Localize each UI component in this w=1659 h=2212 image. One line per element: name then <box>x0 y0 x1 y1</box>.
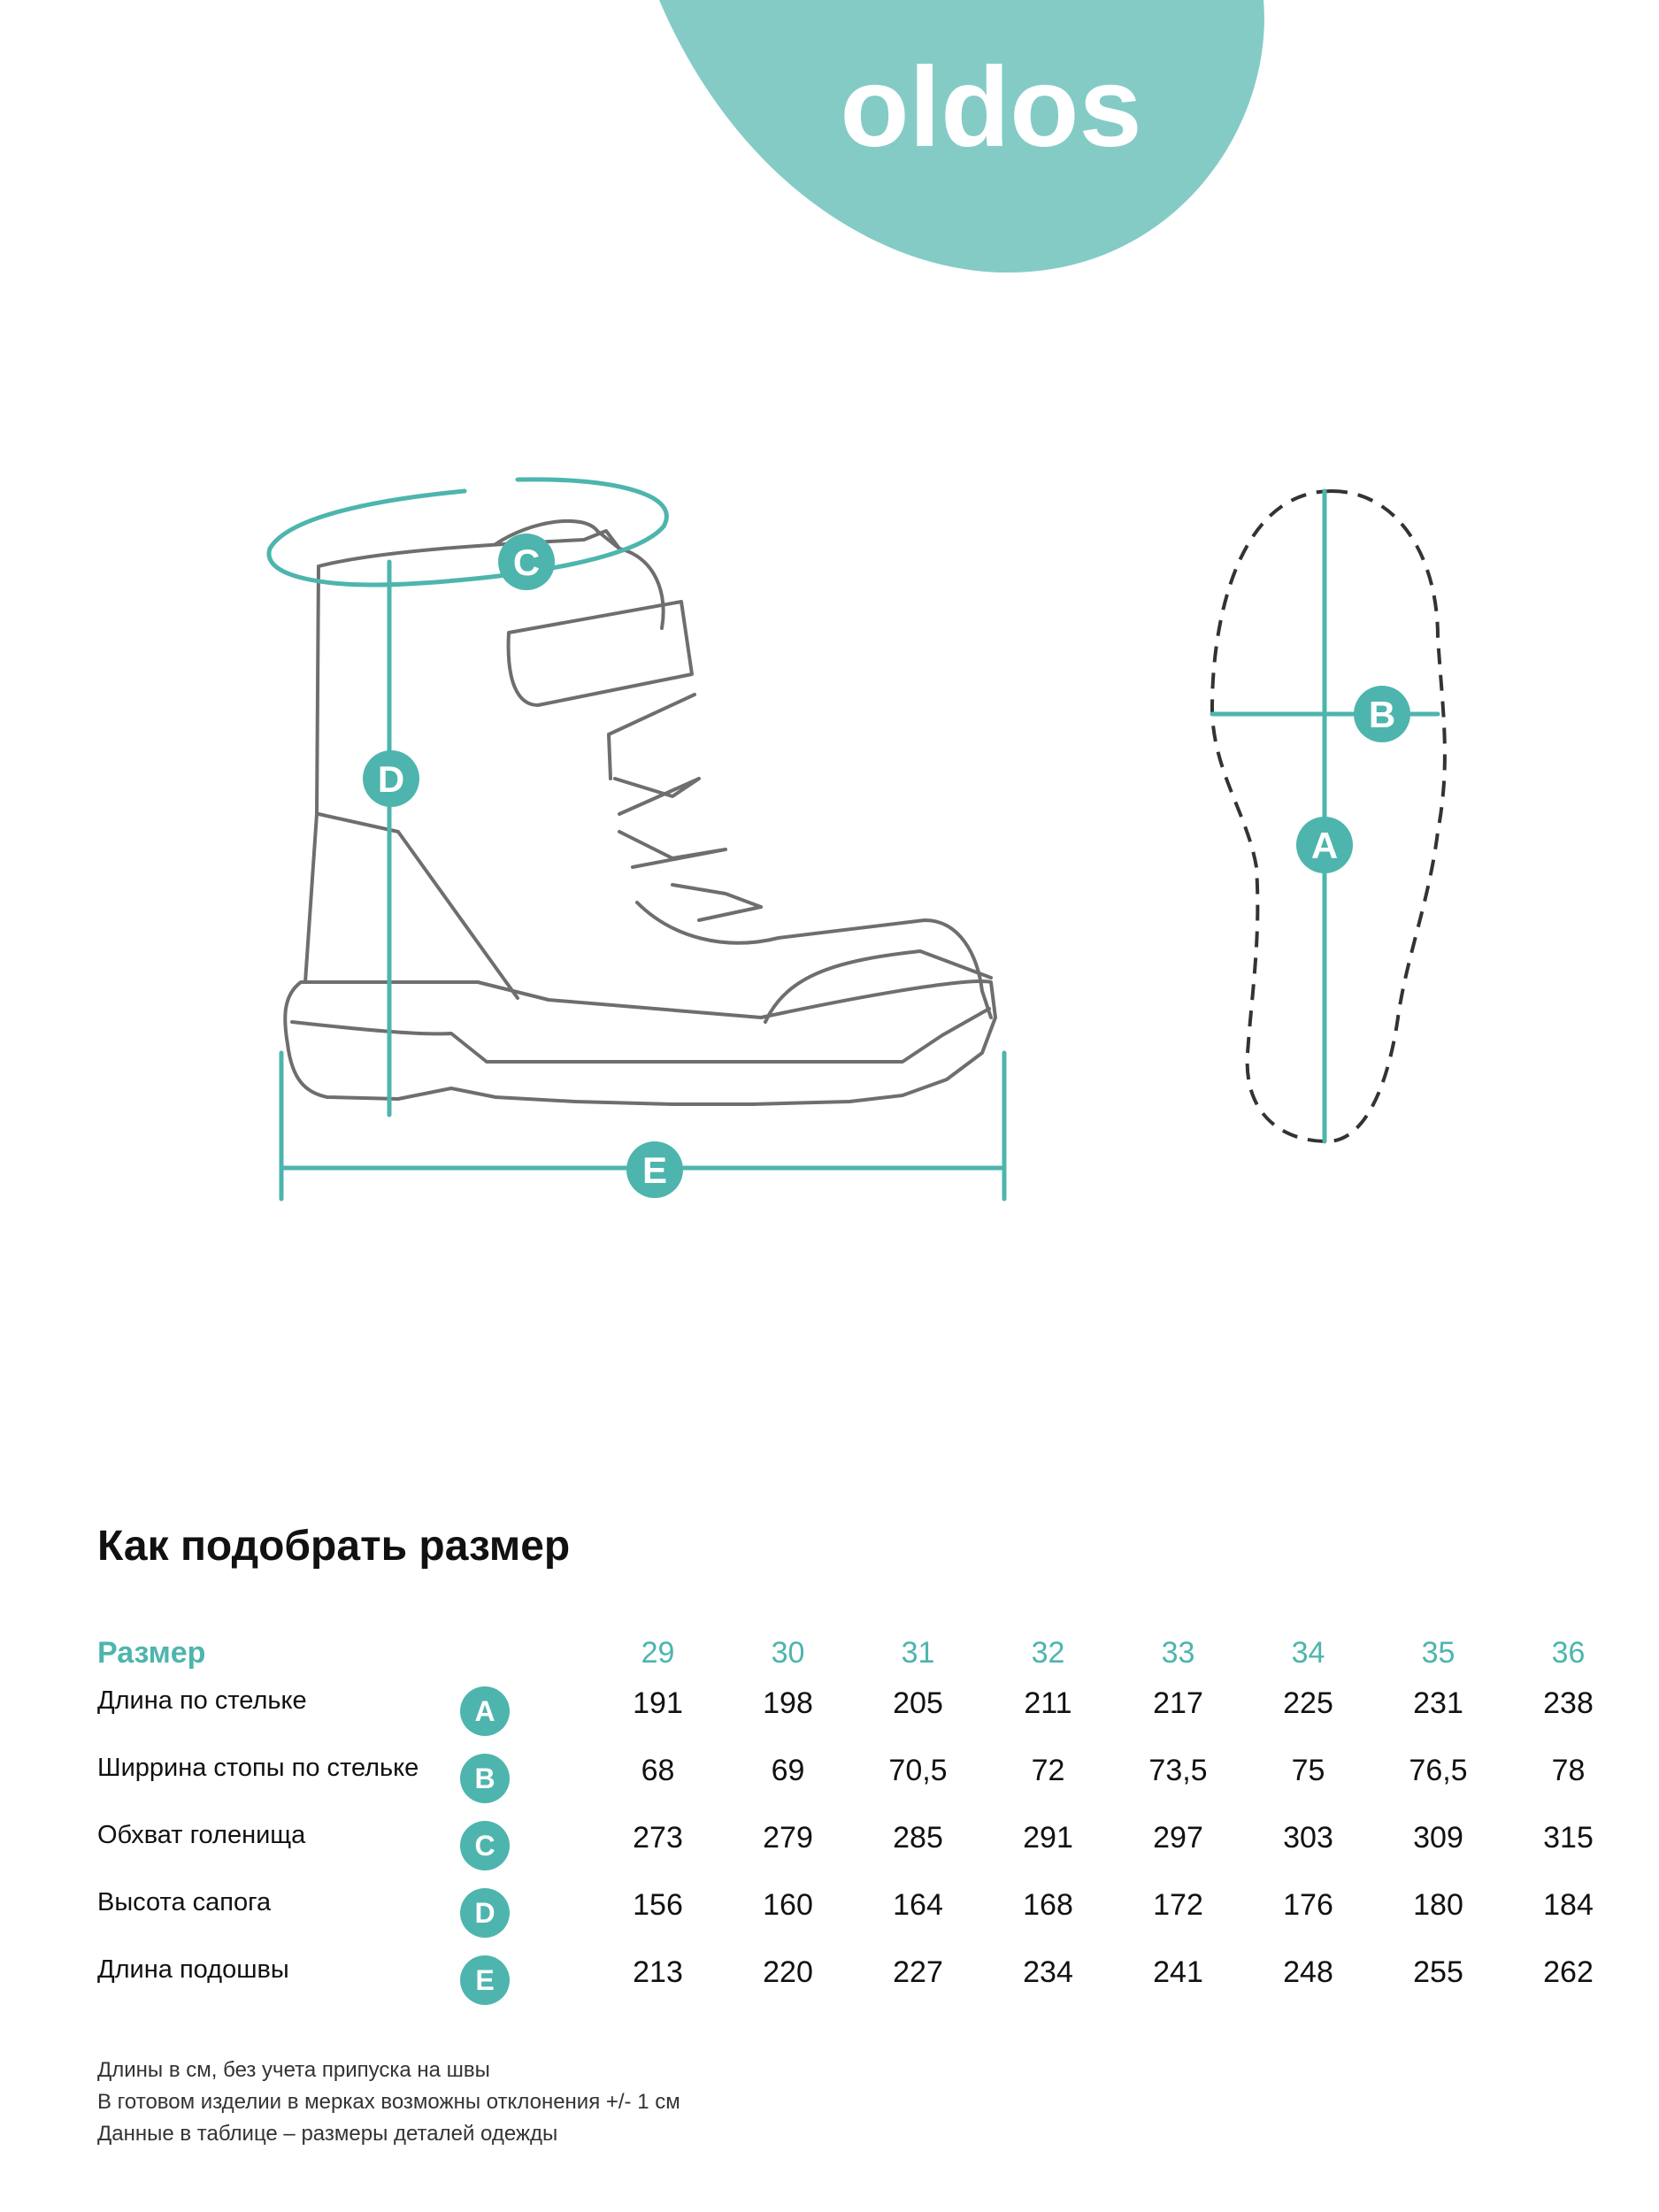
table-cell: 227 <box>893 1955 943 1989</box>
row-badge: C <box>460 1821 510 1870</box>
boot-shaft-outline <box>305 531 619 982</box>
table-cell: 279 <box>763 1821 813 1855</box>
brand-logo: oldos <box>840 44 1142 171</box>
table-header-row <box>97 1619 1633 1686</box>
table-cell: 160 <box>763 1888 813 1922</box>
size-col: 29 <box>641 1635 675 1670</box>
row-badge: E <box>460 1955 510 2005</box>
row-label: Высота сапога <box>97 1888 272 1916</box>
table-cell: 285 <box>893 1821 943 1855</box>
sole-outline <box>1212 491 1445 1141</box>
footnote: В готовом изделии в мерках возможны отклонения +/- 1 см <box>97 2090 680 2114</box>
table-cell: 297 <box>1153 1821 1203 1855</box>
row-label: Длина по стельке <box>97 1686 307 1715</box>
row-badge: D <box>460 1888 510 1938</box>
table-cell: 217 <box>1153 1686 1203 1720</box>
table-row <box>97 1955 1633 2023</box>
boot-lace-1 <box>609 695 695 779</box>
table-cell: 180 <box>1413 1888 1463 1922</box>
boot-lace-4 <box>672 885 761 920</box>
table-cell: 191 <box>633 1686 683 1720</box>
table-cell: 303 <box>1283 1821 1333 1855</box>
table-cell: 315 <box>1543 1821 1594 1855</box>
table-cell: 68 <box>641 1754 675 1787</box>
table-row <box>97 1888 1633 1955</box>
table-cell: 241 <box>1153 1955 1203 1989</box>
boot-heel-line <box>319 814 518 998</box>
table-cell: 309 <box>1413 1821 1463 1855</box>
boot-lace-3 <box>619 832 726 867</box>
size-col: 31 <box>901 1635 935 1670</box>
table-cell: 73,5 <box>1148 1754 1208 1787</box>
table-cell: 184 <box>1543 1888 1594 1922</box>
size-col: 32 <box>1031 1635 1065 1670</box>
badge-e-label: E <box>641 1149 668 1191</box>
row-label: Обхват голенища <box>97 1821 306 1849</box>
footnote: Длины в см, без учета припуска на швы <box>97 2058 490 2082</box>
boot-sole <box>285 981 995 1104</box>
boot-sole-edge <box>292 1009 989 1062</box>
table-cell: 198 <box>763 1686 813 1720</box>
page-title: Как подобрать размер <box>97 1523 571 1570</box>
size-table <box>97 1619 1633 2023</box>
table-cell: 70,5 <box>888 1754 948 1787</box>
footnote: Данные в таблице – размеры деталей одежды <box>97 2122 558 2146</box>
table-cell: 168 <box>1023 1888 1073 1922</box>
table-row <box>97 1821 1633 1888</box>
table-cell: 213 <box>633 1955 683 1989</box>
table-cell: 273 <box>633 1821 683 1855</box>
table-cell: 291 <box>1023 1821 1073 1855</box>
table-cell: 176 <box>1283 1888 1333 1922</box>
boot-lace-2 <box>615 779 699 814</box>
boot-toe-cap <box>637 902 991 1018</box>
table-cell: 156 <box>633 1888 683 1922</box>
table-cell: 75 <box>1291 1754 1325 1787</box>
size-col: 30 <box>771 1635 805 1670</box>
table-row <box>97 1754 1633 1821</box>
row-badge: B <box>460 1754 510 1803</box>
table-cell: 72 <box>1031 1754 1065 1787</box>
boot-illustration <box>0 442 1659 1239</box>
size-col: 33 <box>1161 1635 1195 1670</box>
row-label: Ширрина стопы по стельке <box>97 1754 419 1782</box>
footnotes <box>97 2055 680 2150</box>
row-label: Длина подошвы <box>97 1955 289 1984</box>
table-cell: 220 <box>763 1955 813 1989</box>
badge-c-label: C <box>512 541 541 583</box>
table-cell: 69 <box>771 1754 805 1787</box>
table-cell: 231 <box>1413 1686 1463 1720</box>
table-cell: 76,5 <box>1409 1754 1468 1787</box>
badge-column-header <box>460 1619 593 1686</box>
table-cell: 255 <box>1413 1955 1463 1989</box>
table-cell: 205 <box>893 1686 943 1720</box>
badge-b-label: B <box>1368 694 1396 735</box>
table-cell: 172 <box>1153 1888 1203 1922</box>
size-header-label: Размер <box>97 1635 206 1670</box>
table-cell: 225 <box>1283 1686 1333 1720</box>
table-cell: 164 <box>893 1888 943 1922</box>
size-col: 35 <box>1421 1635 1455 1670</box>
brand-header <box>0 0 1659 292</box>
boot-toe-overlay <box>765 951 991 1022</box>
table-cell: 234 <box>1023 1955 1073 1989</box>
badge-d-label: D <box>377 758 405 800</box>
table-cell: 248 <box>1283 1955 1333 1989</box>
table-cell: 262 <box>1543 1955 1594 1989</box>
table-cell: 78 <box>1551 1754 1586 1787</box>
badge-a-label: A <box>1310 825 1339 866</box>
table-cell: 238 <box>1543 1686 1594 1720</box>
row-badge: A <box>460 1686 510 1736</box>
size-col: 34 <box>1291 1635 1325 1670</box>
table-cell: 211 <box>1024 1686 1072 1720</box>
table-row <box>97 1686 1633 1754</box>
size-col: 36 <box>1551 1635 1586 1670</box>
